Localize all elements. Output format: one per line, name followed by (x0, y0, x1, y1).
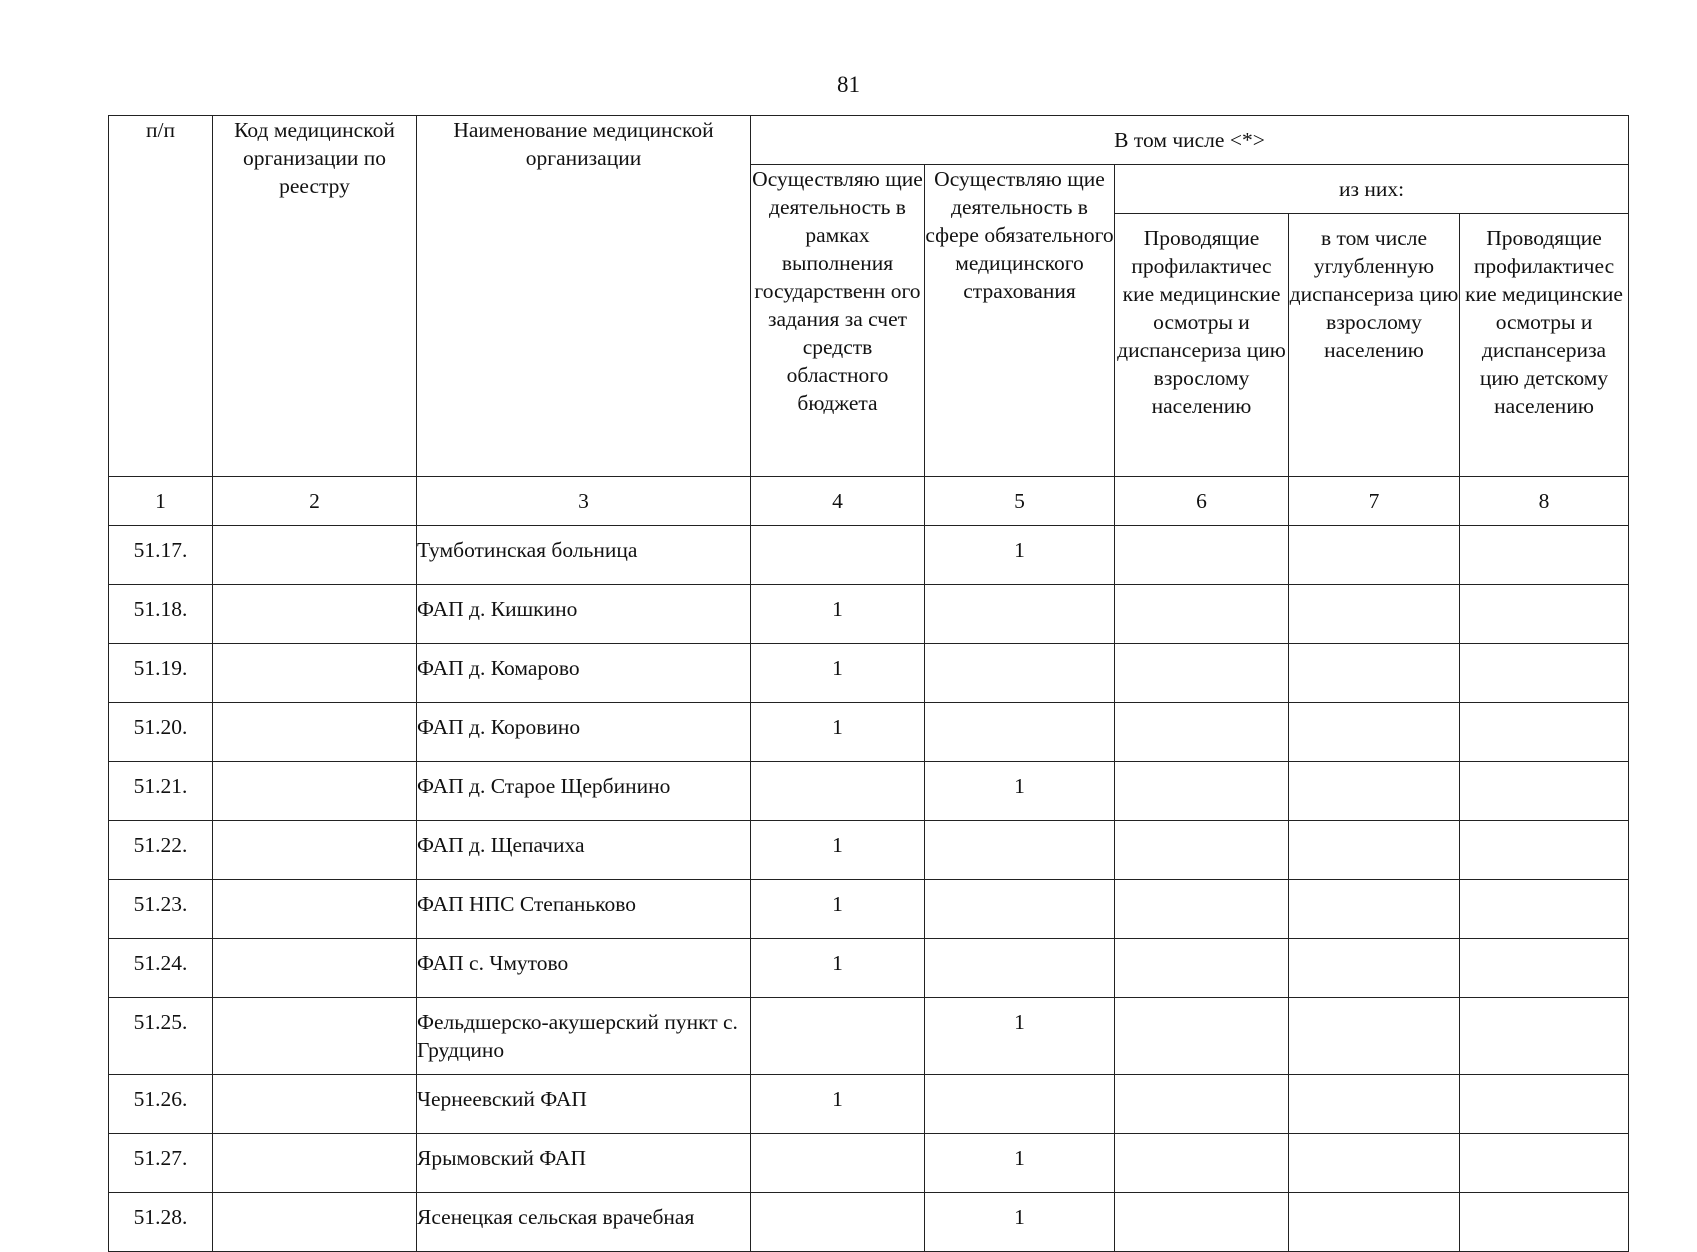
row-col8-value (1460, 1134, 1629, 1193)
row-col7-value (1289, 762, 1460, 821)
row-organization-name: ФАП д. Щепачиха (417, 821, 751, 880)
row-col8-value (1460, 703, 1629, 762)
column-number: 5 (925, 477, 1115, 526)
row-organization-name: Тумботинская больница (417, 526, 751, 585)
row-col7-value (1289, 644, 1460, 703)
row-number: 51.19. (109, 644, 213, 703)
row-code (213, 703, 417, 762)
header-col4: Осуществляю щие деятельность в рамках выполнения государственн ого задания за счет средств областного бюджета (751, 165, 925, 477)
row-number: 51.24. (109, 939, 213, 998)
column-number: 7 (1289, 477, 1460, 526)
row-code (213, 998, 417, 1075)
table-row (109, 939, 1629, 998)
row-col7-value (1289, 703, 1460, 762)
row-organization-name: Чернеевский ФАП (417, 1075, 751, 1134)
row-col5-value (925, 585, 1115, 644)
row-number: 51.27. (109, 1134, 213, 1193)
row-organization-name: ФАП с. Чмутово (417, 939, 751, 998)
row-col6-value (1115, 1134, 1289, 1193)
row-col4-value (751, 1134, 925, 1193)
row-number: 51.21. (109, 762, 213, 821)
row-col8-value (1460, 998, 1629, 1075)
row-organization-name: Фельдшерско-акушерский пункт с. Грудцино (417, 998, 751, 1075)
row-col6-value (1115, 1075, 1289, 1134)
row-col8-value (1460, 939, 1629, 998)
row-col5-value (925, 821, 1115, 880)
row-col5-value (925, 939, 1115, 998)
row-col4-value (751, 998, 925, 1075)
row-number: 51.17. (109, 526, 213, 585)
header-name: Наименование медицинской организации (417, 116, 751, 477)
row-col4-value: 1 (751, 880, 925, 939)
row-organization-name: ФАП д. Старое Щербинино (417, 762, 751, 821)
row-col7-value (1289, 585, 1460, 644)
row-col8-value (1460, 762, 1629, 821)
page-number: 81 (837, 72, 860, 97)
header-col8: Проводящие профилактичес кие медицинские осмотры и диспансериза цию детскому населению (1460, 214, 1629, 477)
row-col8-value (1460, 526, 1629, 585)
column-number: 8 (1460, 477, 1629, 526)
row-organization-name: ФАП НПС Степаньково (417, 880, 751, 939)
row-col8-value (1460, 880, 1629, 939)
row-col7-value (1289, 526, 1460, 585)
column-number: 1 (109, 477, 213, 526)
medical-organizations-table (108, 115, 1629, 1252)
row-col6-value (1115, 585, 1289, 644)
row-col6-value (1115, 526, 1289, 585)
row-col5-value (925, 644, 1115, 703)
row-col6-value (1115, 880, 1289, 939)
row-number: 51.18. (109, 585, 213, 644)
table-row (109, 644, 1629, 703)
row-col4-value: 1 (751, 939, 925, 998)
row-col6-value (1115, 998, 1289, 1075)
table-row (109, 526, 1629, 585)
row-col7-value (1289, 1193, 1460, 1252)
row-organization-name: Ясенецкая сельская врачебная (417, 1193, 751, 1252)
row-code (213, 1075, 417, 1134)
row-number: 51.28. (109, 1193, 213, 1252)
row-number: 51.22. (109, 821, 213, 880)
row-col4-value (751, 526, 925, 585)
row-code (213, 762, 417, 821)
row-number: 51.25. (109, 998, 213, 1075)
column-number: 3 (417, 477, 751, 526)
row-col4-value: 1 (751, 1075, 925, 1134)
table-row (109, 821, 1629, 880)
row-code (213, 1134, 417, 1193)
column-number: 4 (751, 477, 925, 526)
row-organization-name: ФАП д. Комарово (417, 644, 751, 703)
table-row (109, 762, 1629, 821)
row-code (213, 821, 417, 880)
row-col4-value: 1 (751, 644, 925, 703)
row-col5-value: 1 (925, 998, 1115, 1075)
row-col8-value (1460, 585, 1629, 644)
row-col7-value (1289, 939, 1460, 998)
row-col8-value (1460, 1193, 1629, 1252)
row-col8-value (1460, 1075, 1629, 1134)
row-col7-value (1289, 1075, 1460, 1134)
table-row (109, 1193, 1629, 1252)
row-number: 51.26. (109, 1075, 213, 1134)
row-col6-value (1115, 939, 1289, 998)
row-col4-value (751, 1193, 925, 1252)
row-code (213, 939, 417, 998)
row-number: 51.23. (109, 880, 213, 939)
row-organization-name: ФАП д. Кишкино (417, 585, 751, 644)
row-col7-value (1289, 998, 1460, 1075)
row-code (213, 880, 417, 939)
row-organization-name: Ярымовский ФАП (417, 1134, 751, 1193)
table-row (109, 703, 1629, 762)
column-number: 2 (213, 477, 417, 526)
table-row (109, 1134, 1629, 1193)
row-col4-value: 1 (751, 703, 925, 762)
table-row (109, 585, 1629, 644)
row-organization-name: ФАП д. Коровино (417, 703, 751, 762)
header-subgroup-of-them: из них: (1115, 165, 1629, 214)
row-col6-value (1115, 644, 1289, 703)
header-pp: п/п (109, 116, 213, 477)
row-col5-value (925, 880, 1115, 939)
table-row (109, 880, 1629, 939)
row-col7-value (1289, 1134, 1460, 1193)
row-col6-value (1115, 762, 1289, 821)
row-col4-value: 1 (751, 821, 925, 880)
header-col6: Проводящие профилактичес кие медицинские осмотры и диспансериза цию взрослому населению (1115, 214, 1289, 477)
header-col7: в том числе углубленную диспансериза цию взрослому населению (1289, 214, 1460, 477)
table-row (109, 998, 1629, 1075)
row-col4-value: 1 (751, 585, 925, 644)
row-col5-value: 1 (925, 762, 1115, 821)
header-group-including: В том числе <*> (751, 116, 1629, 165)
table-row (109, 1075, 1629, 1134)
header-col5: Осуществляю щие деятельность в сфере обязательного медицинского страхования (925, 165, 1115, 477)
row-code (213, 585, 417, 644)
row-col7-value (1289, 821, 1460, 880)
row-col7-value (1289, 880, 1460, 939)
row-code (213, 644, 417, 703)
row-number: 51.20. (109, 703, 213, 762)
row-code (213, 526, 417, 585)
row-col6-value (1115, 703, 1289, 762)
column-number-row (109, 477, 1629, 526)
column-number: 6 (1115, 477, 1289, 526)
row-col5-value: 1 (925, 1134, 1115, 1193)
row-col5-value (925, 1075, 1115, 1134)
row-col5-value: 1 (925, 1193, 1115, 1252)
row-code (213, 1193, 417, 1252)
row-col8-value (1460, 821, 1629, 880)
row-col8-value (1460, 644, 1629, 703)
row-col5-value (925, 703, 1115, 762)
header-code: Код медицинской организации по реестру (213, 116, 417, 477)
row-col6-value (1115, 1193, 1289, 1252)
row-col4-value (751, 762, 925, 821)
row-col5-value: 1 (925, 526, 1115, 585)
row-col6-value (1115, 821, 1289, 880)
